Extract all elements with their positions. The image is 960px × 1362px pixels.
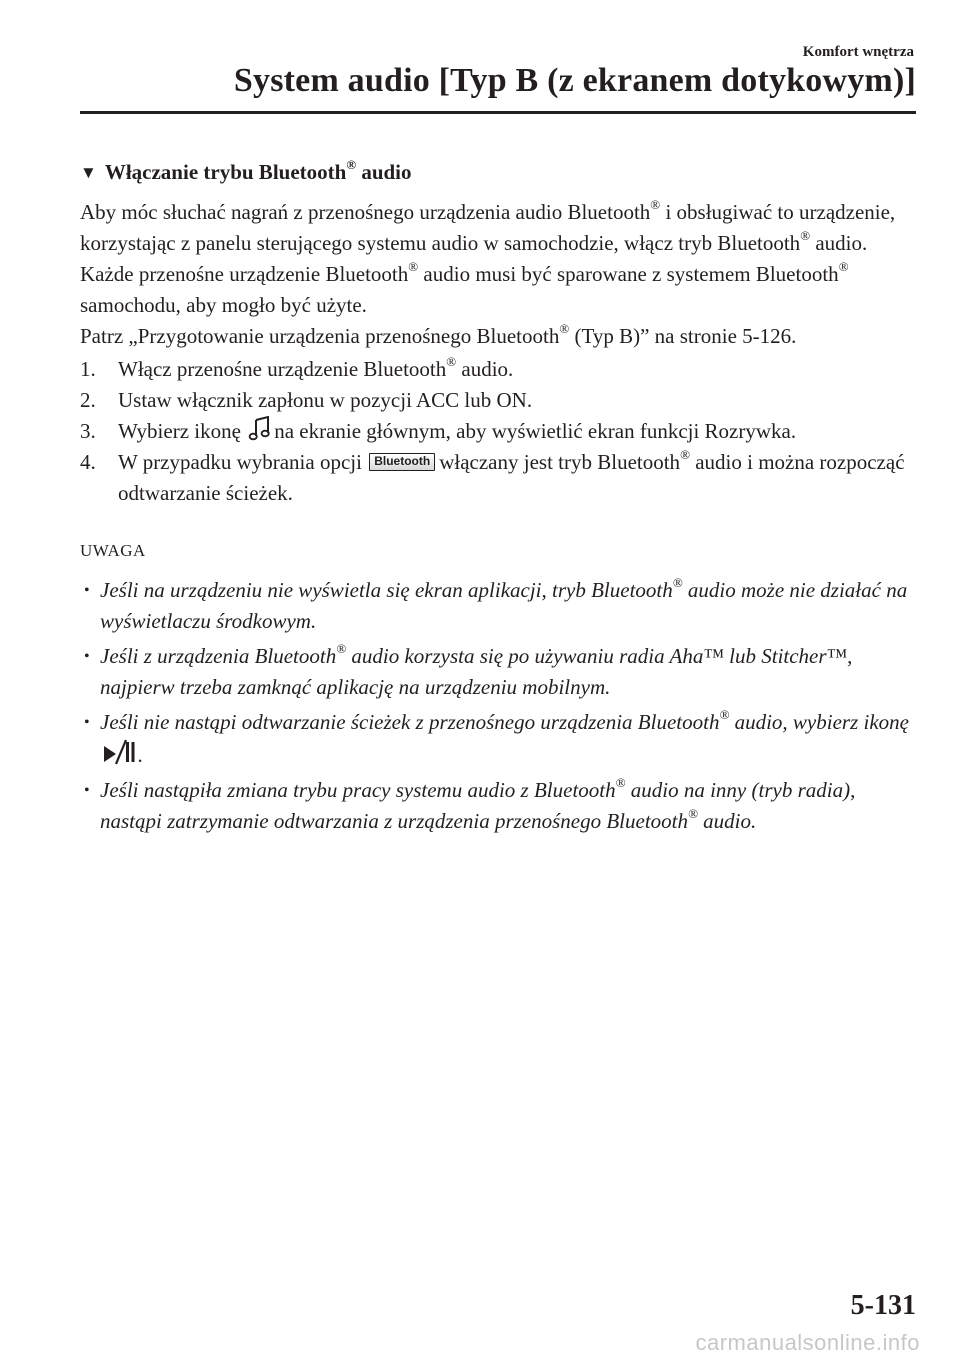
note-text-part: audio. [697,809,757,833]
note-text-part: audio może nie działać na wyświetlaczu środkowym. [100,578,908,633]
step-number: 3. [80,419,96,443]
play-pause-icon [102,738,136,766]
list-item [80,707,916,771]
reg-mark: ® [680,447,690,463]
list-item [80,775,916,837]
note-text-part: Jeśli nie nastąpi odtwarzanie ścieżek z przenośnego urządzenia Bluetooth [100,710,720,734]
intro-text: i obsługiwać to urządzenie, korzystając z panelu sterującego systemu audio w samochodzie, włącz tryb Bluetooth [80,200,896,255]
reg-mark: ® [688,806,698,822]
step-number: 4. [80,450,96,474]
reg-mark: ® [838,259,849,275]
watermark: carmanualsonline.info [695,1330,920,1355]
list-item [80,575,916,637]
list-item [80,385,916,416]
step-text [118,447,916,509]
bluetooth-button: Bluetooth [369,453,435,471]
reference-text: Patrz „Przygotowanie urządzenia przenośnego Bluetooth [80,324,560,348]
list-item [80,641,916,703]
reg-mark: ® [615,775,626,791]
bullet-icon: • [84,582,90,599]
music-note-icon [248,416,272,442]
note-text [100,775,916,837]
steps-list [80,354,916,509]
intro-text: audio. Każde przenośne urządzenie Bluetooth [80,231,868,286]
reg-mark: ® [719,707,730,723]
step-text-part: Włącz przenośne urządzenie Bluetooth [118,357,447,381]
reg-mark: ® [446,354,457,370]
step-text [118,354,916,385]
section-heading [80,157,916,185]
heading-text: Włączanie trybu Bluetooth [104,160,347,184]
step-text-part: włączany jest tryb Bluetooth [439,450,681,474]
reg-mark: ® [650,197,661,213]
reg-mark: ® [559,321,570,337]
note-text-part: audio na inny (tryb radia), nastąpi zatrzymanie odtwarzania z urządzenia przenośnego Bluetooth [100,778,856,833]
reference-paragraph [80,321,916,352]
note-text [100,641,916,703]
reg-mark: ® [336,641,347,657]
bullet-icon: • [84,648,90,665]
note-text-part: . [138,743,144,767]
bullet-icon: • [84,714,90,731]
step-text-part: na ekranie głównym, aby wyświetlić ekran funkcji Rozrywka. [274,419,797,443]
reg-mark: ® [346,157,357,173]
intro-text: audio musi być sparowane z systemem Bluetooth [418,262,839,286]
list-item [80,447,916,509]
note-text-part: Jeśli na urządzeniu nie wyświetla się ekran aplikacji, tryb Bluetooth [100,578,673,602]
step-text-part: W przypadku wybrania opcji [118,450,362,474]
step-text-part: audio i można rozpocząć odtwarzanie ścieżek. [118,450,905,505]
bullet-icon: • [84,782,90,799]
notes-list [80,575,916,837]
triangle-marker-icon: ▼ [80,163,97,182]
page-title: System audio [Typ B (z ekranem dotykowym)] [233,62,916,99]
reg-mark: ® [672,575,683,591]
list-item [80,416,916,447]
step-text-part: audio. [456,357,514,381]
reference-text: (Typ B)” na stronie 5-126. [569,324,797,348]
step-text [118,416,916,447]
reg-mark: ® [800,228,811,244]
step-text-part: Ustaw włącznik zapłonu w pozycji ACC lub ON. [118,388,533,412]
chapter-name: Komfort wnętrza [802,44,914,60]
step-text [118,385,916,416]
step-text-part: Wybierz ikonę [118,419,241,443]
page-number: 5-131 [850,1290,916,1321]
note-text [100,707,916,771]
note-text [100,575,916,637]
reg-mark: ® [408,259,419,275]
note-label: UWAGA [80,541,146,560]
note-text-part: Jeśli nastąpiła zmiana trybu pracy systemu audio z Bluetooth [100,778,616,802]
step-number: 2. [80,388,96,412]
note-text-part: Jeśli z urządzenia Bluetooth [100,644,337,668]
header-rule [80,111,916,114]
step-number: 1. [80,357,96,381]
list-item [80,354,916,385]
intro-text: Aby móc słuchać nagrań z przenośnego urządzenia audio Bluetooth [80,200,651,224]
intro-text: samochodu, aby mogło być użyte. [80,293,367,317]
heading-text-end: audio [356,160,412,184]
note-text-part: audio, wybierz ikonę [729,710,909,734]
page-content [80,157,916,841]
intro-paragraph [80,197,916,321]
note-text-part: audio korzysta się po używaniu radia Aha™ lub Stitcher™, najpierw trzeba zamknąć aplikację na urządzeniu mobilnym. [100,644,853,699]
